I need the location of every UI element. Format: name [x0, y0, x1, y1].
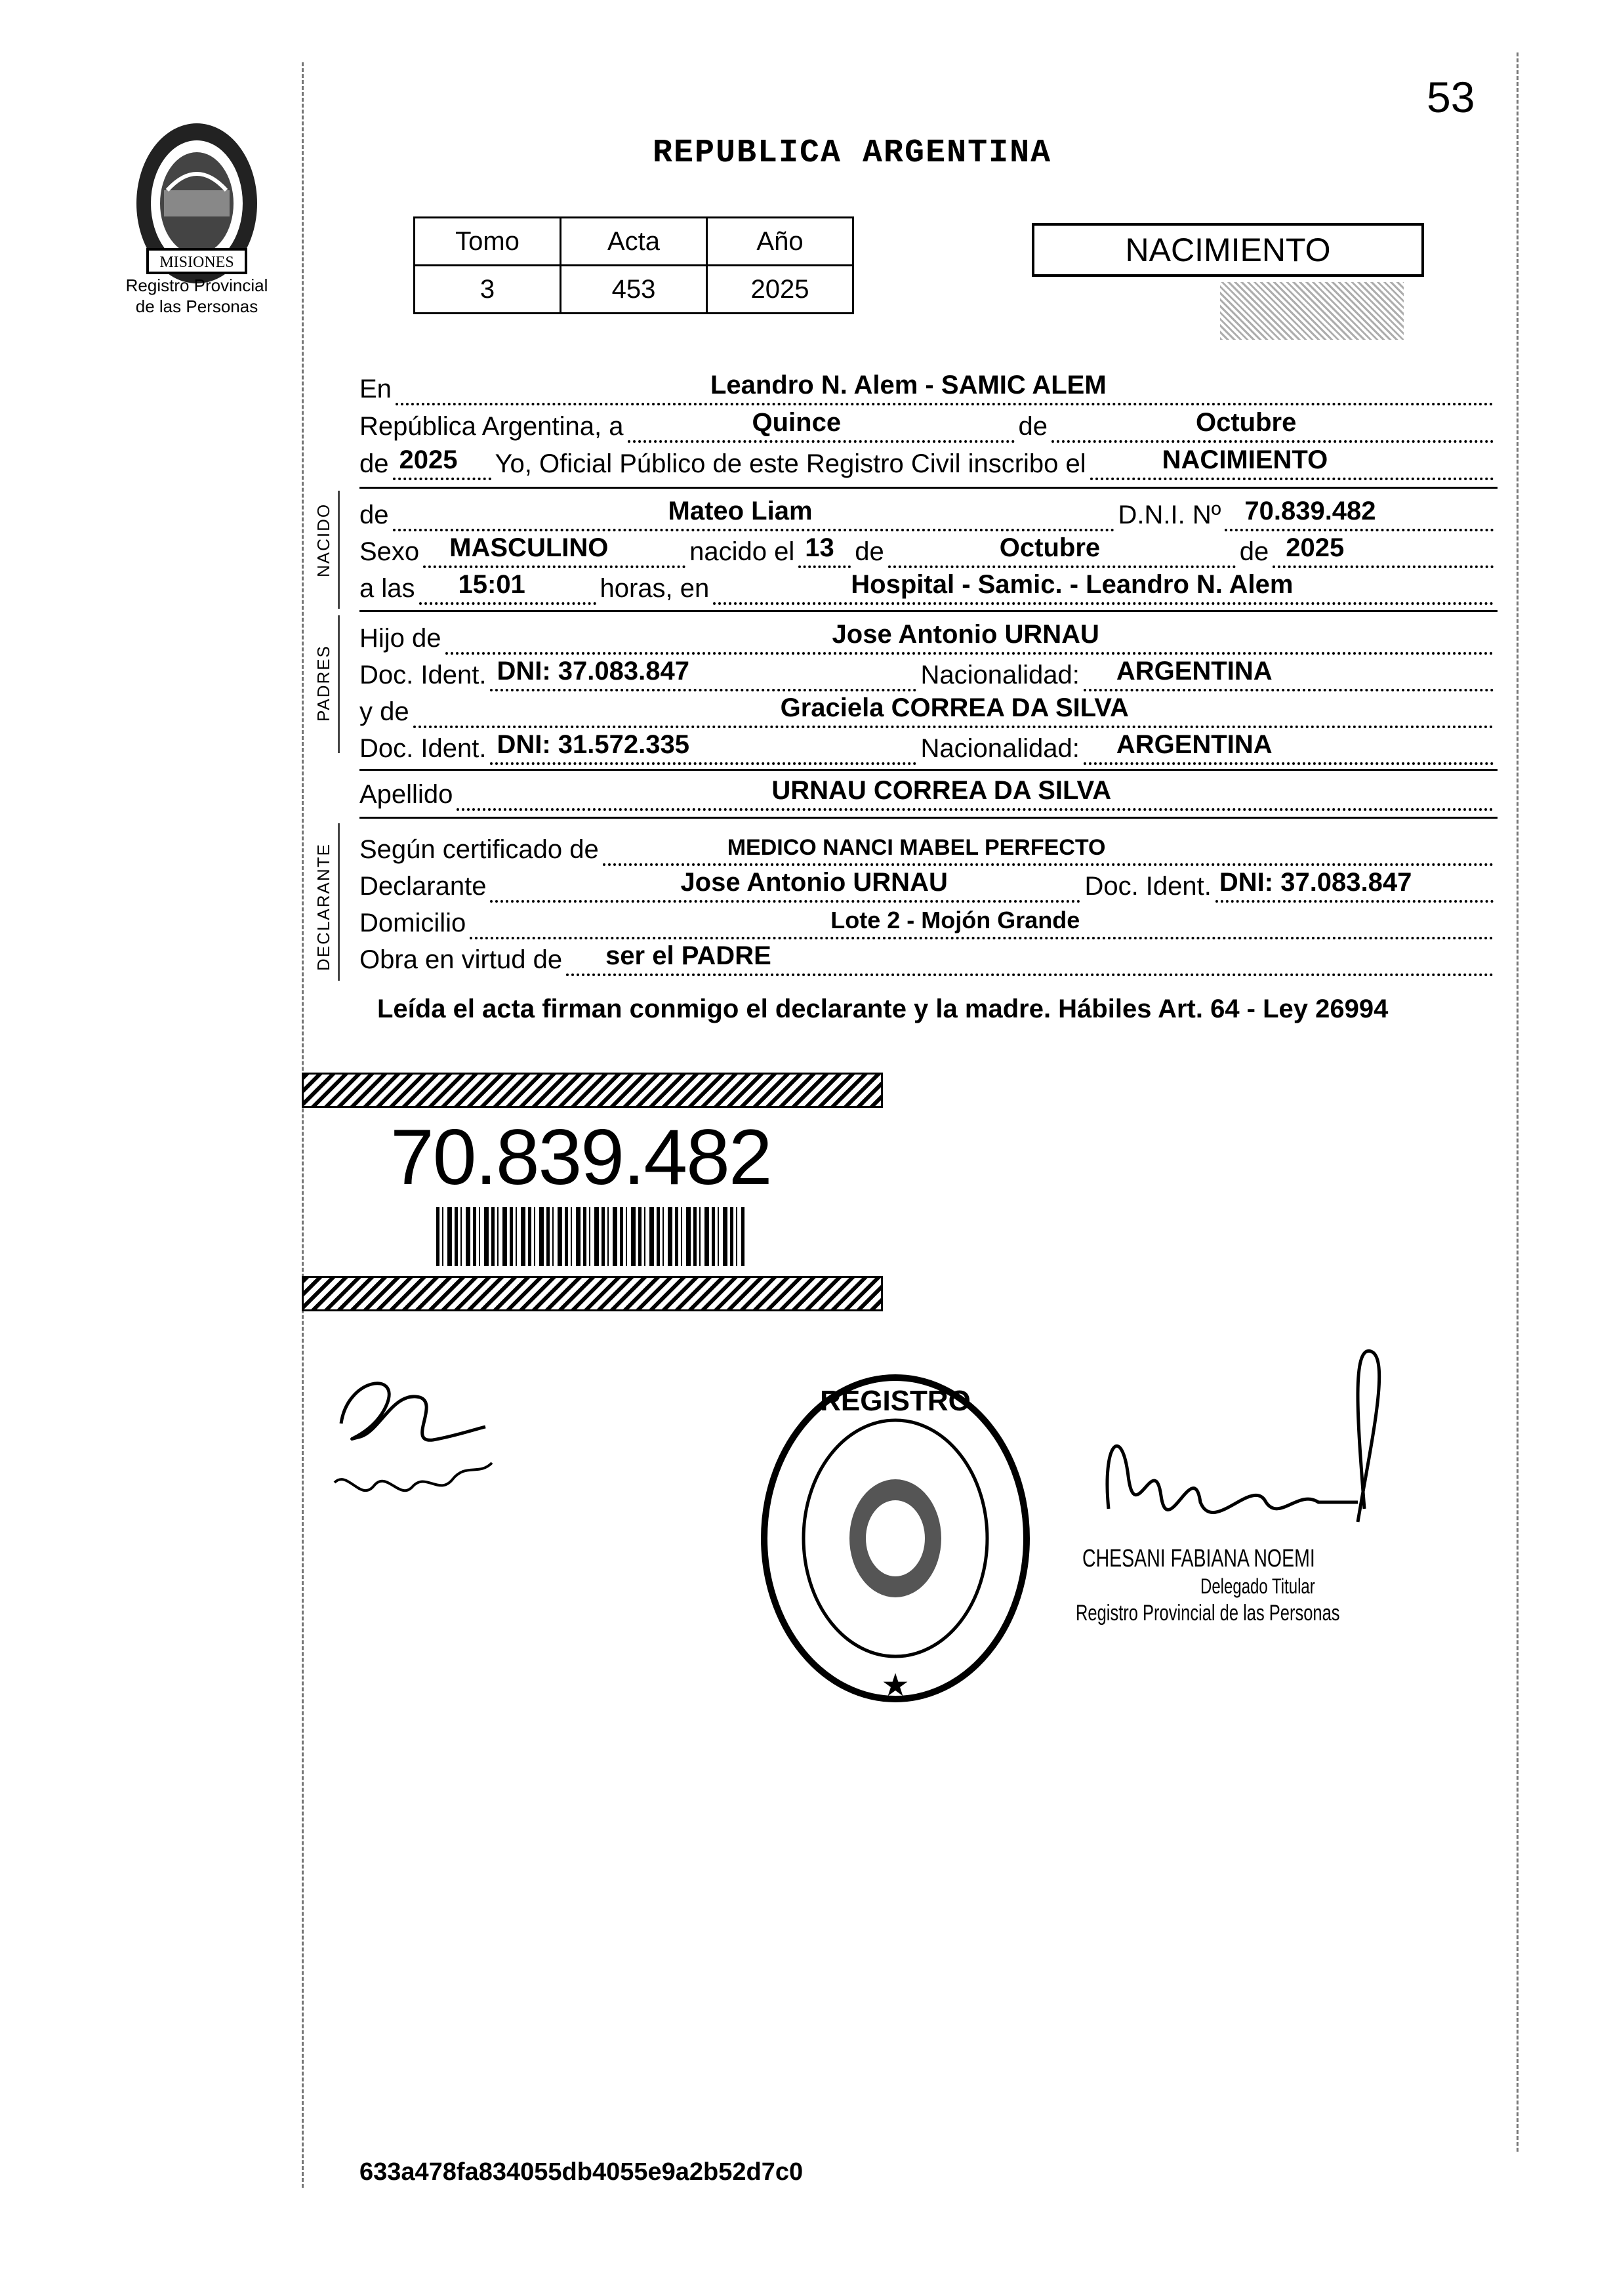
obra-label: Obra en virtud de [359, 945, 563, 974]
nacido-dni: 70.839.482 [1244, 497, 1376, 525]
page-number: 53 [1427, 73, 1475, 121]
obra-row [359, 938, 1498, 976]
inscribo-row [359, 442, 1498, 480]
sexo-value: MASCULINO [449, 533, 609, 562]
official-stamp [758, 1371, 1033, 1706]
acta-value: 453 [561, 266, 707, 314]
security-hologram [1220, 282, 1404, 340]
padre-doc-row [359, 653, 1498, 691]
delegacion-stamp-icon [758, 1371, 1033, 1706]
de-label: de [1018, 412, 1048, 441]
record-table [413, 216, 854, 314]
en-label: En [359, 375, 392, 403]
padres-section-label: PADRES [314, 645, 333, 722]
nacido-de3-label: de [1239, 537, 1269, 566]
madre-nac-label: Nacionalidad: [920, 734, 1080, 763]
inscribo-text: Yo, Oficial Público de este Registro Civil inscribo el [495, 449, 1086, 478]
lugar-value: Hospital - Samic. - Leandro N. Alem [851, 570, 1294, 599]
official-name: CHESANI FABIANA NOEMI [1082, 1545, 1315, 1572]
de2-label: de [359, 449, 389, 478]
nacido-de-label: de [359, 501, 389, 529]
doc-type-label: NACIMIENTO [1125, 232, 1331, 268]
declarante-bracket [338, 823, 340, 981]
madre-doc-value: DNI: 31.572.335 [497, 730, 689, 759]
svg-text:★: ★ [881, 1668, 910, 1703]
nacido-sexo-row [359, 530, 1498, 568]
handwritten-signature-official [1082, 1345, 1423, 1561]
acta-header: Acta [561, 218, 707, 266]
hijo-de-label: Hijo de [359, 624, 441, 653]
security-stripe-bottom [302, 1276, 883, 1311]
nacido-de2-label: de [855, 537, 884, 566]
declarante-label: Declarante [359, 872, 487, 901]
declarante-doc-label: Doc. Ident. [1084, 872, 1212, 901]
svg-text:REGISTRO: REGISTRO [820, 1385, 971, 1417]
declarante-value: Jose Antonio URNAU [680, 868, 948, 897]
svg-text:MISIONES: MISIONES [159, 254, 234, 271]
doc-type-box [1032, 223, 1424, 277]
hora-value: 15:01 [458, 570, 525, 599]
left-margin-line [302, 62, 304, 2188]
nacido-mes: Octubre [999, 533, 1101, 562]
en-row [359, 367, 1498, 405]
en-value: Leandro N. Alem - SAMIC ALEM [710, 371, 1107, 400]
domicilio-value: Lote 2 - Mojón Grande [830, 907, 1080, 933]
apellido-label: Apellido [359, 780, 453, 809]
hijo-de-row [359, 617, 1498, 655]
padre-nac-value: ARGENTINA [1116, 657, 1273, 686]
mes-value: Octubre [1196, 408, 1297, 437]
y-de-label: y de [359, 697, 409, 726]
country-title: REPUBLICA ARGENTINA [653, 134, 1052, 172]
declarante-row [359, 865, 1498, 903]
handwritten-signature-left [321, 1351, 518, 1522]
domicilio-label: Domicilio [359, 909, 466, 937]
horas-en-label: horas, en [600, 574, 710, 603]
declarante-doc-value: DNI: 37.083.847 [1219, 868, 1412, 897]
dni-sticker-number: 70.839.482 [390, 1113, 771, 1201]
padres-bracket [338, 615, 340, 753]
domicilio-row [359, 901, 1498, 939]
security-stripe-top [302, 1073, 883, 1108]
dia-value: Quince [752, 408, 842, 437]
anio-value: 2025 [707, 266, 853, 314]
footer-hash: 633a478fa834055db4055e9a2b52d7c0 [359, 2158, 804, 2186]
y-de-row [359, 690, 1498, 728]
official-title: Delegado Titular [1200, 1574, 1315, 1598]
madre-doc-label: Doc. Ident. [359, 734, 487, 763]
republica-label: República Argentina, a [359, 412, 624, 441]
right-margin-line [1517, 52, 1519, 2152]
madre-nombre: Graciela CORREA DA SILVA [780, 693, 1129, 722]
apellido-value: URNAU CORREA DA SILVA [771, 776, 1112, 805]
barcode [436, 1207, 744, 1266]
misiones-seal-icon [102, 112, 292, 289]
padres-top-rule [359, 610, 1498, 612]
dni-label: D.N.I. Nº [1118, 501, 1221, 529]
padre-doc-value: DNI: 37.083.847 [497, 657, 689, 686]
declarante-section-label: DECLARANTE [314, 843, 333, 971]
nacido-bracket [338, 491, 340, 609]
certificado-value: MEDICO NANCI MABEL PERFECTO [727, 835, 1106, 860]
inscribo-value: NACIMIENTO [1162, 445, 1328, 474]
official-office: Registro Provincial de las Personas [1076, 1601, 1340, 1626]
certificado-label: Según certificado de [359, 835, 599, 864]
provincial-logo [102, 112, 292, 316]
nacido-dia: 13 [805, 533, 834, 562]
madre-doc-row [359, 727, 1498, 765]
nacido-nombre-row [359, 493, 1498, 531]
anio-header: Año [707, 218, 853, 266]
nacido-anio: 2025 [1286, 533, 1345, 562]
nacido-nombre: Mateo Liam [668, 497, 813, 525]
certificado-row [359, 828, 1498, 866]
nacido-hora-row [359, 567, 1498, 605]
padre-nombre: Jose Antonio URNAU [832, 620, 1099, 649]
madre-nac-value: ARGENTINA [1116, 730, 1273, 759]
anio-value: 2025 [399, 445, 458, 474]
nacido-top-rule [359, 487, 1498, 489]
fecha-row [359, 405, 1498, 443]
sexo-label: Sexo [359, 537, 420, 566]
tomo-value: 3 [415, 266, 561, 314]
nacido-section-label: NACIDO [314, 502, 333, 577]
apellido-row [359, 773, 1498, 811]
tomo-header: Tomo [415, 218, 561, 266]
hora-label: a las [359, 574, 415, 603]
logo-caption-line1: Registro Provincial [125, 276, 268, 295]
padre-doc-label: Doc. Ident. [359, 661, 487, 689]
obra-value: ser el PADRE [605, 941, 771, 970]
declarante-top-rule [359, 817, 1498, 819]
nacido-el-label: nacido el [689, 537, 795, 566]
closing-statement: Leída el acta firman conmigo el declarante y la madre. Hábiles Art. 64 - Ley 26994 [377, 994, 1389, 1023]
logo-caption-line2: de las Personas [135, 297, 258, 316]
padre-nac-label: Nacionalidad: [920, 661, 1080, 689]
